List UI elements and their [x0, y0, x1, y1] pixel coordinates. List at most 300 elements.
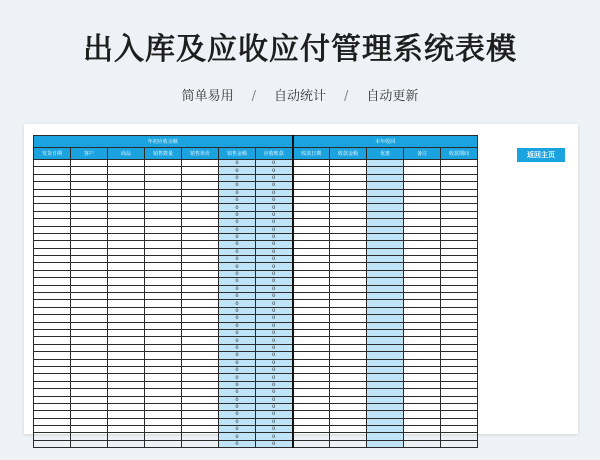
table-cell[interactable]: 0 — [256, 381, 293, 388]
table-cell[interactable] — [330, 189, 367, 196]
table-cell[interactable] — [145, 315, 182, 322]
table-cell[interactable] — [108, 322, 145, 329]
table-cell[interactable] — [404, 211, 441, 218]
table-cell[interactable] — [330, 256, 367, 263]
table-cell[interactable] — [71, 167, 108, 174]
table-cell[interactable] — [182, 337, 219, 344]
table-cell[interactable] — [71, 293, 108, 300]
table-cell[interactable]: 0 — [256, 226, 293, 233]
table-cell[interactable] — [293, 366, 330, 373]
table-cell[interactable] — [34, 189, 71, 196]
table-cell[interactable] — [330, 396, 367, 403]
table-cell[interactable] — [330, 352, 367, 359]
table-cell[interactable]: 0 — [256, 433, 293, 440]
table-cell[interactable] — [367, 248, 404, 255]
table-cell[interactable] — [108, 337, 145, 344]
table-cell[interactable] — [71, 418, 108, 425]
table-cell[interactable] — [293, 182, 330, 189]
table-cell[interactable] — [367, 359, 404, 366]
table-cell[interactable] — [441, 241, 478, 248]
table-cell[interactable] — [34, 315, 71, 322]
table-cell[interactable]: 0 — [219, 381, 256, 388]
table-cell[interactable] — [71, 374, 108, 381]
table-cell[interactable] — [71, 315, 108, 322]
table-cell[interactable]: 0 — [219, 219, 256, 226]
table-cell[interactable]: 0 — [256, 167, 293, 174]
table-cell[interactable] — [330, 329, 367, 336]
table-cell[interactable] — [293, 315, 330, 322]
table-cell[interactable] — [108, 196, 145, 203]
table-cell[interactable] — [330, 440, 367, 447]
table-cell[interactable] — [34, 174, 71, 181]
table-cell[interactable] — [441, 396, 478, 403]
table-cell[interactable] — [404, 263, 441, 270]
table-cell[interactable] — [34, 300, 71, 307]
table-cell[interactable]: 0 — [256, 337, 293, 344]
table-cell[interactable] — [108, 167, 145, 174]
table-cell[interactable]: 0 — [219, 366, 256, 373]
table-cell[interactable]: 0 — [219, 233, 256, 240]
table-cell[interactable] — [71, 196, 108, 203]
table-cell[interactable] — [182, 359, 219, 366]
table-cell[interactable] — [108, 263, 145, 270]
table-cell[interactable] — [34, 256, 71, 263]
table-cell[interactable] — [108, 389, 145, 396]
table-cell[interactable] — [71, 352, 108, 359]
table-cell[interactable] — [293, 418, 330, 425]
table-cell[interactable]: 0 — [219, 204, 256, 211]
table-cell[interactable] — [71, 182, 108, 189]
table-cell[interactable] — [330, 307, 367, 314]
table-cell[interactable] — [108, 226, 145, 233]
table-cell[interactable] — [145, 233, 182, 240]
table-cell[interactable] — [404, 256, 441, 263]
table-cell[interactable] — [182, 352, 219, 359]
table-cell[interactable] — [293, 344, 330, 351]
table-cell[interactable] — [182, 233, 219, 240]
table-cell[interactable] — [108, 344, 145, 351]
table-cell[interactable] — [182, 307, 219, 314]
table-cell[interactable] — [367, 293, 404, 300]
table-cell[interactable] — [441, 329, 478, 336]
table-cell[interactable] — [367, 263, 404, 270]
table-cell[interactable]: 0 — [256, 248, 293, 255]
table-cell[interactable]: 0 — [256, 426, 293, 433]
table-cell[interactable] — [404, 285, 441, 292]
table-cell[interactable] — [108, 433, 145, 440]
table-cell[interactable] — [404, 248, 441, 255]
table-cell[interactable]: 0 — [256, 189, 293, 196]
table-cell[interactable] — [330, 226, 367, 233]
table-cell[interactable]: 0 — [256, 241, 293, 248]
table-cell[interactable] — [404, 396, 441, 403]
table-cell[interactable] — [145, 293, 182, 300]
table-cell[interactable] — [441, 403, 478, 410]
table-cell[interactable] — [34, 389, 71, 396]
table-cell[interactable] — [330, 403, 367, 410]
table-cell[interactable] — [404, 167, 441, 174]
table-cell[interactable] — [145, 381, 182, 388]
table-cell[interactable]: 0 — [256, 174, 293, 181]
table-cell[interactable] — [441, 226, 478, 233]
table-cell[interactable] — [330, 389, 367, 396]
table-cell[interactable] — [34, 307, 71, 314]
table-cell[interactable]: 0 — [219, 278, 256, 285]
table-cell[interactable]: 0 — [219, 226, 256, 233]
table-cell[interactable] — [108, 426, 145, 433]
table-cell[interactable] — [108, 211, 145, 218]
table-cell[interactable]: 0 — [219, 160, 256, 167]
table-cell[interactable] — [145, 426, 182, 433]
table-cell[interactable] — [293, 167, 330, 174]
table-cell[interactable] — [367, 418, 404, 425]
table-cell[interactable] — [367, 344, 404, 351]
table-cell[interactable] — [441, 270, 478, 277]
table-cell[interactable] — [330, 337, 367, 344]
table-cell[interactable] — [34, 329, 71, 336]
table-cell[interactable] — [34, 440, 71, 447]
table-cell[interactable] — [108, 160, 145, 167]
table-cell[interactable] — [404, 204, 441, 211]
table-cell[interactable] — [108, 248, 145, 255]
table-cell[interactable] — [71, 322, 108, 329]
table-cell[interactable] — [182, 344, 219, 351]
table-cell[interactable] — [330, 196, 367, 203]
table-cell[interactable] — [71, 211, 108, 218]
table-cell[interactable] — [367, 285, 404, 292]
table-cell[interactable]: 0 — [219, 248, 256, 255]
table-cell[interactable] — [34, 160, 71, 167]
table-cell[interactable] — [108, 315, 145, 322]
table-cell[interactable] — [145, 219, 182, 226]
table-cell[interactable] — [441, 315, 478, 322]
table-cell[interactable] — [441, 359, 478, 366]
table-cell[interactable] — [330, 278, 367, 285]
table-cell[interactable] — [71, 233, 108, 240]
table-cell[interactable] — [108, 241, 145, 248]
table-cell[interactable] — [34, 182, 71, 189]
table-cell[interactable]: 0 — [256, 182, 293, 189]
table-cell[interactable] — [441, 182, 478, 189]
table-cell[interactable] — [34, 211, 71, 218]
table-cell[interactable] — [34, 359, 71, 366]
table-cell[interactable] — [108, 403, 145, 410]
table-cell[interactable] — [293, 160, 330, 167]
table-cell[interactable] — [367, 196, 404, 203]
table-cell[interactable] — [145, 337, 182, 344]
table-cell[interactable] — [367, 270, 404, 277]
table-cell[interactable]: 0 — [256, 307, 293, 314]
table-cell[interactable] — [108, 182, 145, 189]
table-cell[interactable]: 0 — [256, 344, 293, 351]
table-cell[interactable]: 0 — [256, 440, 293, 447]
table-cell[interactable] — [34, 226, 71, 233]
table-cell[interactable] — [404, 322, 441, 329]
table-cell[interactable] — [108, 189, 145, 196]
table-cell[interactable] — [108, 300, 145, 307]
table-cell[interactable] — [441, 374, 478, 381]
table-cell[interactable]: 0 — [256, 359, 293, 366]
table-cell[interactable] — [367, 403, 404, 410]
table-cell[interactable] — [293, 278, 330, 285]
table-cell[interactable] — [441, 256, 478, 263]
table-cell[interactable] — [441, 352, 478, 359]
table-cell[interactable] — [293, 307, 330, 314]
table-cell[interactable] — [367, 411, 404, 418]
table-cell[interactable] — [34, 263, 71, 270]
table-cell[interactable] — [293, 241, 330, 248]
table-cell[interactable] — [330, 241, 367, 248]
table-cell[interactable] — [441, 219, 478, 226]
table-cell[interactable]: 0 — [256, 418, 293, 425]
table-cell[interactable] — [71, 241, 108, 248]
table-cell[interactable] — [182, 160, 219, 167]
table-cell[interactable] — [71, 278, 108, 285]
table-cell[interactable] — [145, 211, 182, 218]
table-cell[interactable] — [404, 241, 441, 248]
table-cell[interactable] — [145, 278, 182, 285]
table-cell[interactable] — [108, 329, 145, 336]
table-cell[interactable] — [182, 285, 219, 292]
table-cell[interactable] — [108, 233, 145, 240]
table-cell[interactable] — [145, 160, 182, 167]
table-cell[interactable]: 0 — [256, 322, 293, 329]
table-cell[interactable]: 0 — [256, 411, 293, 418]
table-cell[interactable] — [34, 352, 71, 359]
table-cell[interactable] — [108, 374, 145, 381]
table-cell[interactable] — [182, 426, 219, 433]
table-cell[interactable] — [404, 374, 441, 381]
table-cell[interactable] — [182, 389, 219, 396]
table-cell[interactable] — [71, 396, 108, 403]
table-cell[interactable]: 0 — [219, 300, 256, 307]
table-cell[interactable]: 0 — [256, 293, 293, 300]
table-cell[interactable] — [367, 189, 404, 196]
table-cell[interactable] — [293, 440, 330, 447]
table-cell[interactable] — [293, 196, 330, 203]
table-cell[interactable]: 0 — [256, 315, 293, 322]
table-cell[interactable] — [293, 381, 330, 388]
table-cell[interactable] — [404, 300, 441, 307]
table-cell[interactable] — [108, 307, 145, 314]
table-cell[interactable] — [293, 396, 330, 403]
table-cell[interactable] — [367, 322, 404, 329]
table-cell[interactable]: 0 — [256, 204, 293, 211]
table-cell[interactable] — [34, 322, 71, 329]
table-cell[interactable] — [182, 226, 219, 233]
table-cell[interactable] — [145, 256, 182, 263]
table-cell[interactable] — [330, 293, 367, 300]
table-cell[interactable] — [34, 396, 71, 403]
table-cell[interactable] — [34, 248, 71, 255]
table-cell[interactable] — [404, 219, 441, 226]
table-cell[interactable] — [441, 211, 478, 218]
table-cell[interactable] — [367, 278, 404, 285]
table-cell[interactable]: 0 — [219, 329, 256, 336]
table-cell[interactable] — [108, 174, 145, 181]
table-cell[interactable] — [293, 256, 330, 263]
table-cell[interactable] — [367, 374, 404, 381]
table-cell[interactable] — [404, 389, 441, 396]
table-cell[interactable] — [145, 418, 182, 425]
table-cell[interactable] — [293, 270, 330, 277]
table-cell[interactable] — [182, 167, 219, 174]
table-cell[interactable]: 0 — [256, 403, 293, 410]
table-cell[interactable] — [441, 233, 478, 240]
table-cell[interactable]: 0 — [256, 329, 293, 336]
table-cell[interactable] — [71, 411, 108, 418]
table-cell[interactable] — [71, 366, 108, 373]
table-cell[interactable]: 0 — [219, 167, 256, 174]
table-cell[interactable] — [71, 189, 108, 196]
table-cell[interactable] — [404, 196, 441, 203]
table-cell[interactable] — [182, 278, 219, 285]
table-cell[interactable] — [330, 174, 367, 181]
table-cell[interactable] — [441, 174, 478, 181]
table-cell[interactable] — [293, 226, 330, 233]
table-cell[interactable] — [71, 381, 108, 388]
table-cell[interactable] — [404, 174, 441, 181]
table-cell[interactable]: 0 — [219, 256, 256, 263]
table-cell[interactable] — [34, 411, 71, 418]
table-cell[interactable] — [145, 270, 182, 277]
table-cell[interactable] — [404, 359, 441, 366]
table-cell[interactable] — [441, 366, 478, 373]
table-cell[interactable] — [441, 322, 478, 329]
table-cell[interactable] — [441, 278, 478, 285]
table-cell[interactable] — [367, 300, 404, 307]
table-cell[interactable] — [108, 352, 145, 359]
table-cell[interactable] — [367, 219, 404, 226]
table-cell[interactable] — [71, 403, 108, 410]
table-cell[interactable] — [404, 440, 441, 447]
table-cell[interactable]: 0 — [256, 389, 293, 396]
table-cell[interactable] — [293, 411, 330, 418]
table-cell[interactable]: 0 — [219, 270, 256, 277]
table-cell[interactable] — [145, 226, 182, 233]
table-cell[interactable] — [367, 381, 404, 388]
table-cell[interactable] — [108, 411, 145, 418]
table-cell[interactable] — [71, 256, 108, 263]
table-cell[interactable] — [293, 329, 330, 336]
table-cell[interactable] — [330, 374, 367, 381]
table-cell[interactable] — [293, 189, 330, 196]
table-cell[interactable] — [293, 426, 330, 433]
table-cell[interactable] — [441, 418, 478, 425]
table-cell[interactable] — [145, 307, 182, 314]
table-cell[interactable] — [367, 256, 404, 263]
table-cell[interactable] — [71, 329, 108, 336]
table-cell[interactable] — [293, 403, 330, 410]
table-cell[interactable] — [367, 182, 404, 189]
table-cell[interactable]: 0 — [219, 263, 256, 270]
table-cell[interactable] — [404, 315, 441, 322]
table-cell[interactable]: 0 — [219, 359, 256, 366]
table-cell[interactable] — [108, 381, 145, 388]
table-cell[interactable] — [145, 248, 182, 255]
table-cell[interactable] — [367, 174, 404, 181]
table-cell[interactable] — [404, 403, 441, 410]
table-cell[interactable] — [145, 204, 182, 211]
table-cell[interactable] — [367, 226, 404, 233]
table-cell[interactable]: 0 — [256, 300, 293, 307]
table-cell[interactable]: 0 — [256, 374, 293, 381]
table-cell[interactable] — [182, 196, 219, 203]
table-cell[interactable] — [367, 211, 404, 218]
table-cell[interactable] — [145, 359, 182, 366]
table-cell[interactable] — [145, 389, 182, 396]
table-cell[interactable] — [71, 285, 108, 292]
table-cell[interactable] — [367, 396, 404, 403]
table-cell[interactable]: 0 — [256, 366, 293, 373]
table-cell[interactable]: 0 — [256, 196, 293, 203]
table-cell[interactable] — [367, 366, 404, 373]
table-cell[interactable]: 0 — [256, 270, 293, 277]
table-cell[interactable]: 0 — [256, 352, 293, 359]
table-cell[interactable] — [71, 300, 108, 307]
table-cell[interactable] — [293, 174, 330, 181]
table-cell[interactable]: 0 — [256, 233, 293, 240]
table-cell[interactable] — [441, 196, 478, 203]
table-cell[interactable] — [34, 418, 71, 425]
table-cell[interactable] — [34, 278, 71, 285]
table-cell[interactable] — [293, 433, 330, 440]
table-cell[interactable] — [330, 381, 367, 388]
table-cell[interactable] — [293, 359, 330, 366]
table-cell[interactable] — [145, 352, 182, 359]
table-cell[interactable] — [182, 204, 219, 211]
table-cell[interactable]: 0 — [256, 278, 293, 285]
table-cell[interactable] — [441, 167, 478, 174]
table-cell[interactable] — [108, 270, 145, 277]
table-cell[interactable] — [367, 160, 404, 167]
table-cell[interactable] — [182, 174, 219, 181]
table-cell[interactable] — [145, 403, 182, 410]
table-cell[interactable] — [367, 433, 404, 440]
table-cell[interactable] — [367, 241, 404, 248]
table-cell[interactable] — [367, 204, 404, 211]
table-cell[interactable] — [34, 337, 71, 344]
table-cell[interactable] — [108, 293, 145, 300]
table-cell[interactable] — [34, 426, 71, 433]
table-cell[interactable] — [108, 418, 145, 425]
table-cell[interactable] — [367, 329, 404, 336]
table-cell[interactable] — [182, 293, 219, 300]
table-cell[interactable] — [34, 403, 71, 410]
table-cell[interactable] — [330, 167, 367, 174]
table-cell[interactable] — [404, 160, 441, 167]
table-cell[interactable] — [441, 307, 478, 314]
table-cell[interactable] — [34, 285, 71, 292]
table-cell[interactable] — [330, 411, 367, 418]
table-cell[interactable] — [441, 381, 478, 388]
table-cell[interactable] — [441, 337, 478, 344]
table-cell[interactable] — [71, 263, 108, 270]
table-cell[interactable] — [441, 411, 478, 418]
table-cell[interactable] — [108, 278, 145, 285]
table-cell[interactable] — [330, 418, 367, 425]
table-cell[interactable]: 0 — [219, 403, 256, 410]
table-cell[interactable] — [145, 374, 182, 381]
table-cell[interactable] — [293, 293, 330, 300]
table-cell[interactable] — [293, 374, 330, 381]
table-cell[interactable] — [145, 396, 182, 403]
table-cell[interactable] — [182, 366, 219, 373]
table-cell[interactable] — [441, 248, 478, 255]
table-cell[interactable] — [404, 426, 441, 433]
table-cell[interactable] — [182, 322, 219, 329]
table-cell[interactable]: 0 — [219, 426, 256, 433]
